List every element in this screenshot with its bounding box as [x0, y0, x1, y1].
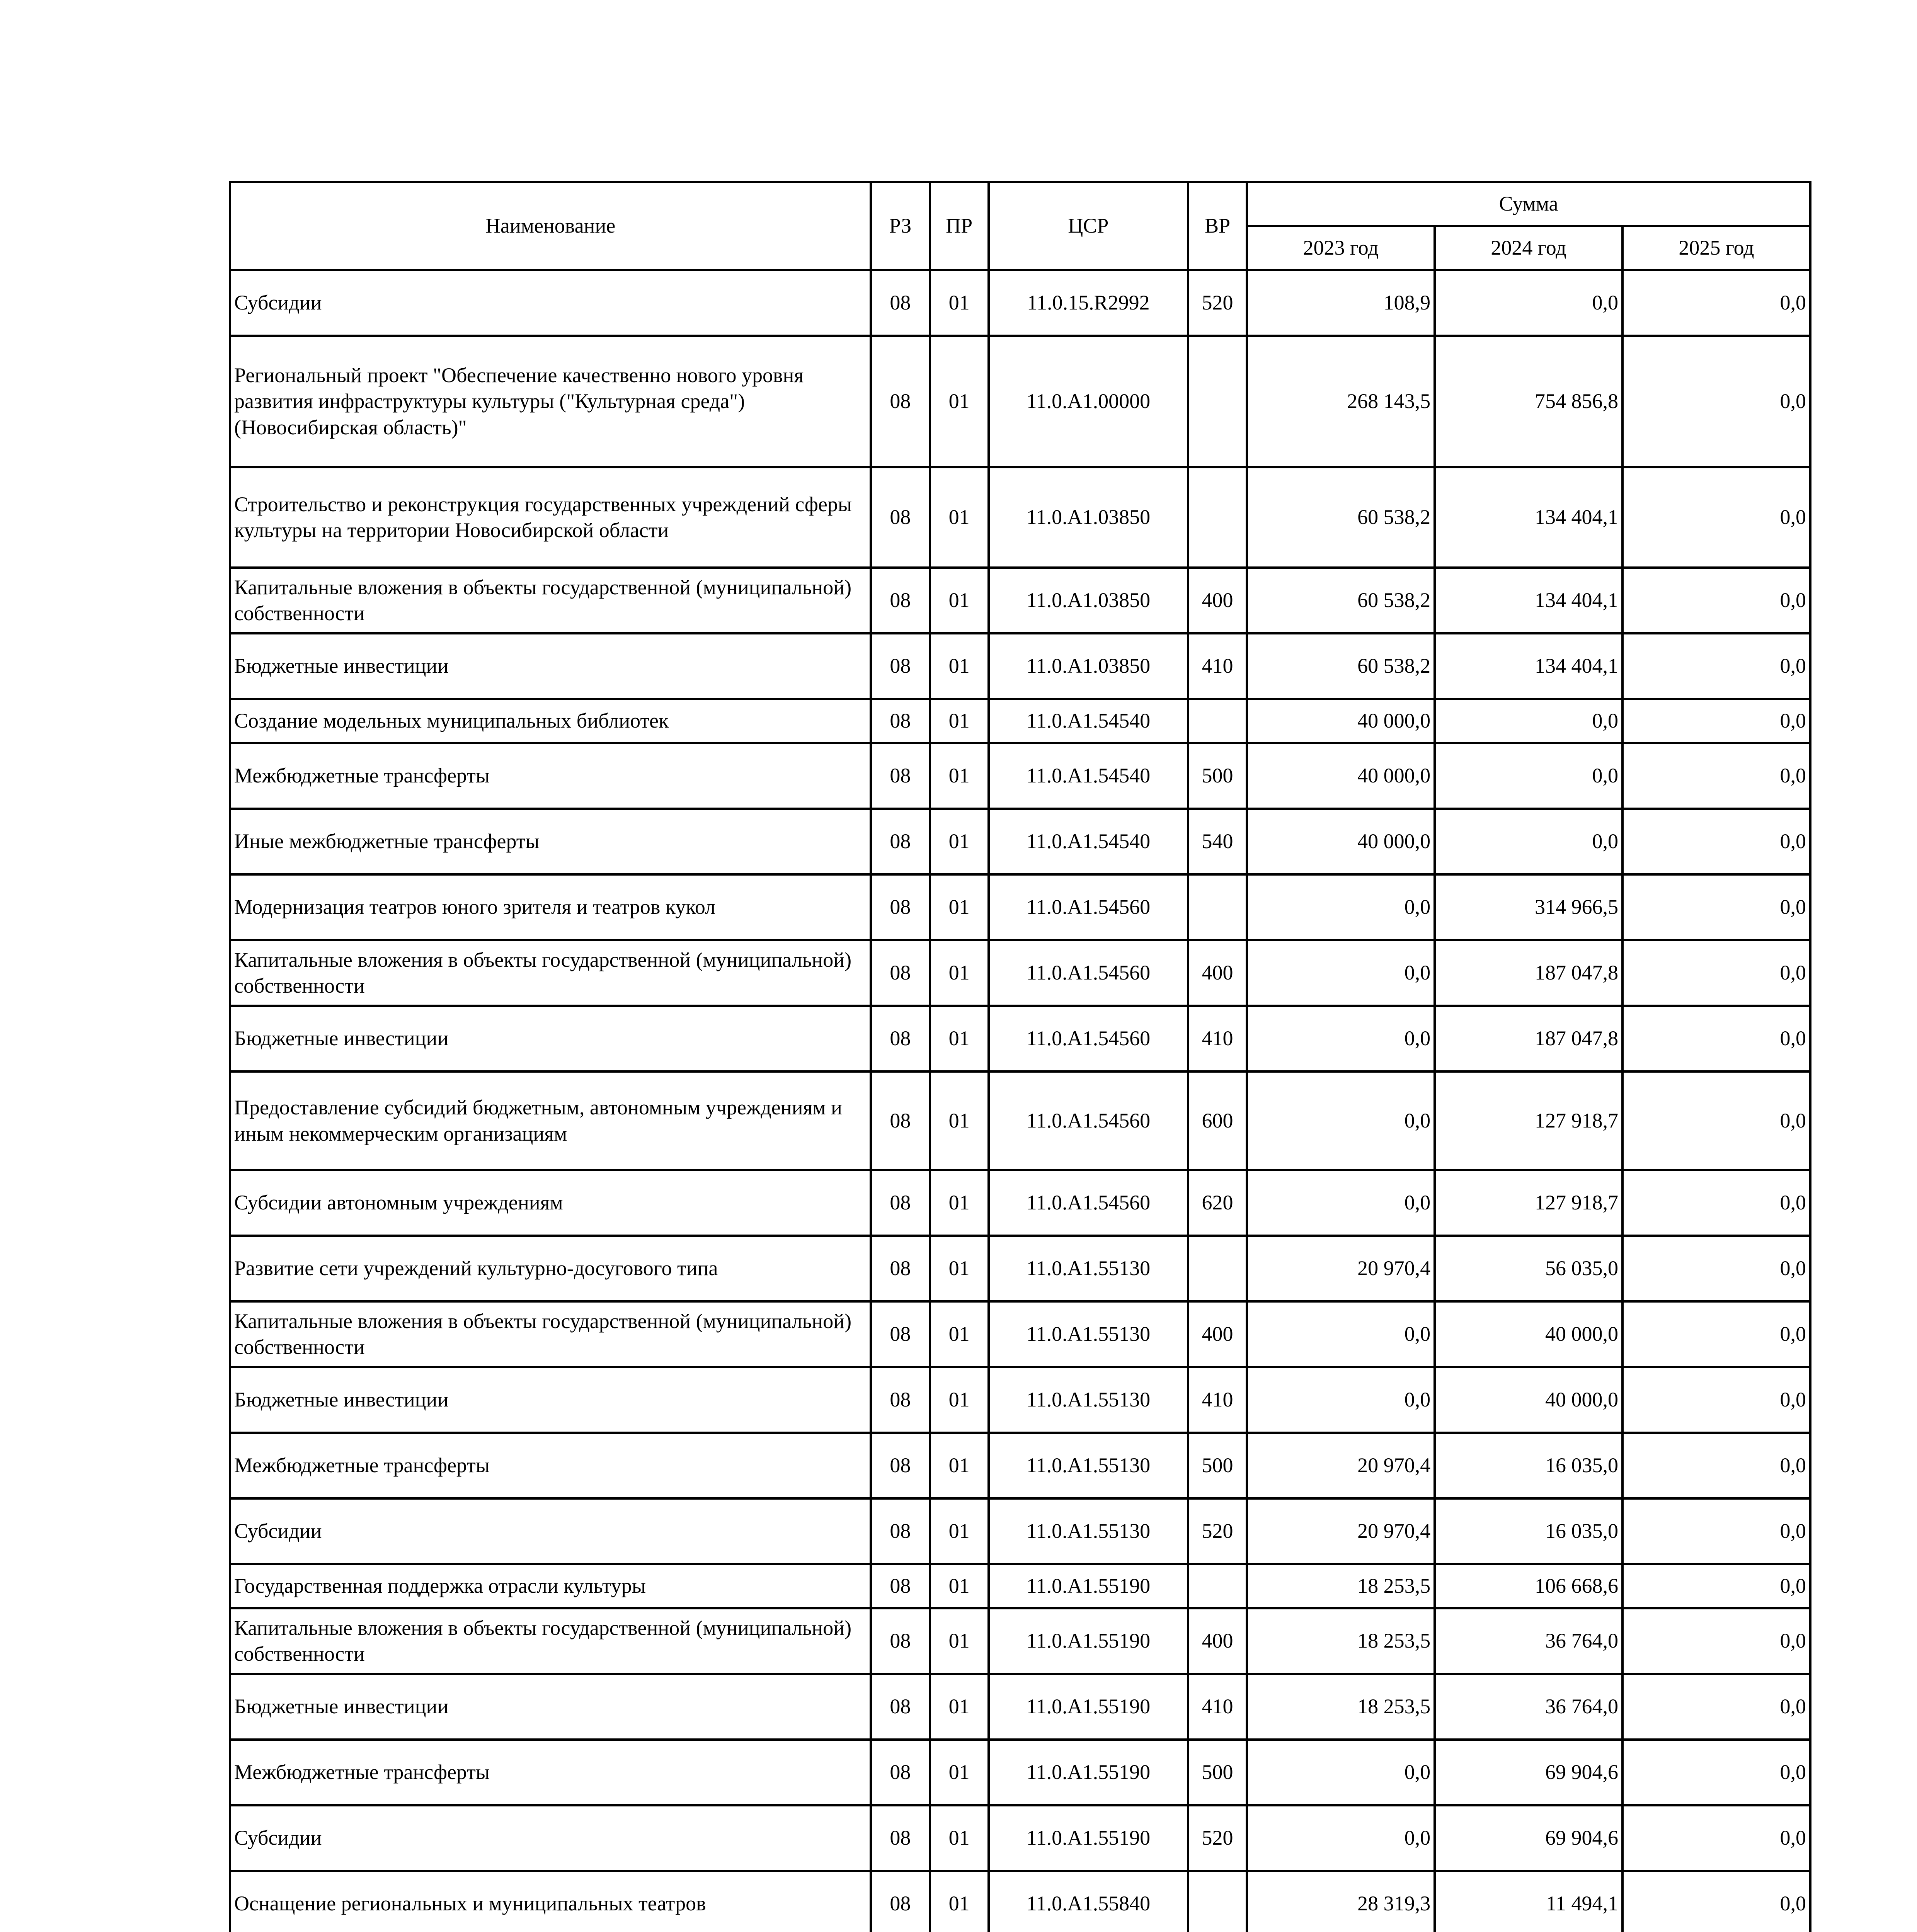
- cell-rz: 08: [871, 874, 930, 940]
- cell-csr: 11.0.А1.54540: [989, 699, 1188, 743]
- table-row: [230, 568, 1810, 633]
- cell-csr: 11.0.А1.00000: [989, 336, 1188, 467]
- cell-csr: 11.0.А1.54560: [989, 1006, 1188, 1071]
- cell-2025: 0,0: [1622, 633, 1810, 699]
- cell-name: Капитальные вложения в объекты государственной (муниципальной) собственности: [230, 1301, 871, 1367]
- cell-2024: 11 494,1: [1435, 1871, 1622, 1932]
- table-row: [230, 743, 1810, 809]
- cell-2023: 28 319,3: [1247, 1871, 1435, 1932]
- cell-name: Субсидии: [230, 270, 871, 336]
- cell-2024: 134 404,1: [1435, 568, 1622, 633]
- cell-2024: 134 404,1: [1435, 633, 1622, 699]
- cell-2024: 187 047,8: [1435, 940, 1622, 1006]
- header-sum: Сумма: [1247, 182, 1810, 226]
- cell-2023: 40 000,0: [1247, 699, 1435, 743]
- cell-csr: 11.0.А1.54560: [989, 940, 1188, 1006]
- cell-vr: [1188, 467, 1247, 568]
- cell-pr: 01: [930, 1498, 989, 1564]
- cell-pr: 01: [930, 699, 989, 743]
- cell-csr: 11.0.15.R2992: [989, 270, 1188, 336]
- cell-vr: 400: [1188, 1301, 1247, 1367]
- cell-pr: 01: [930, 568, 989, 633]
- cell-csr: 11.0.А1.55840: [989, 1871, 1188, 1932]
- cell-csr: 11.0.А1.54540: [989, 743, 1188, 809]
- cell-2025: 0,0: [1622, 1564, 1810, 1608]
- cell-pr: 01: [930, 1301, 989, 1367]
- cell-2023: 18 253,5: [1247, 1674, 1435, 1740]
- cell-name: Создание модельных муниципальных библиотек: [230, 699, 871, 743]
- cell-vr: 410: [1188, 633, 1247, 699]
- cell-vr: [1188, 699, 1247, 743]
- cell-2023: 18 253,5: [1247, 1564, 1435, 1608]
- cell-2025: 0,0: [1622, 1805, 1810, 1871]
- cell-2025: 0,0: [1622, 874, 1810, 940]
- cell-rz: 08: [871, 270, 930, 336]
- cell-2024: 40 000,0: [1435, 1301, 1622, 1367]
- cell-csr: 11.0.А1.55190: [989, 1674, 1188, 1740]
- cell-2024: 16 035,0: [1435, 1498, 1622, 1564]
- table-row: [230, 1608, 1810, 1674]
- table-row: [230, 940, 1810, 1006]
- cell-2023: 268 143,5: [1247, 336, 1435, 467]
- cell-2023: 108,9: [1247, 270, 1435, 336]
- cell-rz: 08: [871, 940, 930, 1006]
- cell-csr: 11.0.А1.54540: [989, 809, 1188, 874]
- table-row: [230, 1433, 1810, 1498]
- cell-name: Иные межбюджетные трансферты: [230, 809, 871, 874]
- cell-2025: 0,0: [1622, 1236, 1810, 1301]
- cell-pr: 01: [930, 874, 989, 940]
- table-row: [230, 633, 1810, 699]
- cell-2025: 0,0: [1622, 336, 1810, 467]
- cell-2025: 0,0: [1622, 809, 1810, 874]
- cell-2023: 40 000,0: [1247, 809, 1435, 874]
- cell-2025: 0,0: [1622, 699, 1810, 743]
- cell-rz: 08: [871, 1236, 930, 1301]
- cell-name: Межбюджетные трансферты: [230, 1433, 871, 1498]
- cell-name: Бюджетные инвестиции: [230, 1674, 871, 1740]
- cell-vr: 500: [1188, 743, 1247, 809]
- cell-2024: 0,0: [1435, 270, 1622, 336]
- cell-2025: 0,0: [1622, 1006, 1810, 1071]
- cell-rz: 08: [871, 1433, 930, 1498]
- cell-vr: 620: [1188, 1170, 1247, 1236]
- table-row: [230, 699, 1810, 743]
- cell-2023: 0,0: [1247, 1071, 1435, 1170]
- cell-name: Модернизация театров юного зрителя и театров кукол: [230, 874, 871, 940]
- cell-pr: 01: [930, 1071, 989, 1170]
- cell-csr: 11.0.А1.03850: [989, 568, 1188, 633]
- cell-2024: 69 904,6: [1435, 1805, 1622, 1871]
- cell-pr: 01: [930, 1674, 989, 1740]
- cell-vr: 540: [1188, 809, 1247, 874]
- cell-2023: 0,0: [1247, 940, 1435, 1006]
- cell-2023: 0,0: [1247, 1367, 1435, 1433]
- cell-2024: 40 000,0: [1435, 1367, 1622, 1433]
- table-row: [230, 1871, 1810, 1932]
- header-year-2023: 2023 год: [1247, 226, 1435, 270]
- cell-rz: 08: [871, 1805, 930, 1871]
- cell-2023: 20 970,4: [1247, 1236, 1435, 1301]
- table-row: [230, 270, 1810, 336]
- cell-rz: 08: [871, 1608, 930, 1674]
- header-pr: ПР: [930, 182, 989, 270]
- cell-vr: 520: [1188, 270, 1247, 336]
- cell-rz: 08: [871, 1871, 930, 1932]
- table-row: [230, 1805, 1810, 1871]
- cell-rz: 08: [871, 1006, 930, 1071]
- cell-2024: 0,0: [1435, 809, 1622, 874]
- cell-2025: 0,0: [1622, 467, 1810, 568]
- cell-rz: 08: [871, 699, 930, 743]
- cell-2024: 127 918,7: [1435, 1170, 1622, 1236]
- header-vr: ВР: [1188, 182, 1247, 270]
- cell-2025: 0,0: [1622, 743, 1810, 809]
- cell-pr: 01: [930, 940, 989, 1006]
- cell-rz: 08: [871, 336, 930, 467]
- cell-vr: 410: [1188, 1367, 1247, 1433]
- cell-2024: 314 966,5: [1435, 874, 1622, 940]
- table-row: [230, 336, 1810, 467]
- table-row: [230, 467, 1810, 568]
- cell-pr: 01: [930, 1006, 989, 1071]
- cell-csr: 11.0.А1.03850: [989, 633, 1188, 699]
- table-body: [230, 270, 1810, 1932]
- cell-vr: [1188, 874, 1247, 940]
- cell-pr: 01: [930, 809, 989, 874]
- cell-2023: 18 253,5: [1247, 1608, 1435, 1674]
- cell-name: Развитие сети учреждений культурно-досугового типа: [230, 1236, 871, 1301]
- cell-2025: 0,0: [1622, 270, 1810, 336]
- cell-vr: 520: [1188, 1805, 1247, 1871]
- cell-vr: [1188, 1564, 1247, 1608]
- cell-name: Предоставление субсидий бюджетным, автономным учреждениям и иным некоммерческим организациям: [230, 1071, 871, 1170]
- cell-2024: 0,0: [1435, 743, 1622, 809]
- cell-2024: 69 904,6: [1435, 1740, 1622, 1805]
- cell-2025: 0,0: [1622, 1674, 1810, 1740]
- cell-pr: 01: [930, 467, 989, 568]
- cell-csr: 11.0.А1.55130: [989, 1367, 1188, 1433]
- cell-pr: 01: [930, 633, 989, 699]
- cell-2024: 16 035,0: [1435, 1433, 1622, 1498]
- cell-csr: 11.0.А1.55190: [989, 1740, 1188, 1805]
- budget-table: [229, 181, 1811, 1932]
- cell-csr: 11.0.А1.55130: [989, 1236, 1188, 1301]
- cell-name: Капитальные вложения в объекты государственной (муниципальной) собственности: [230, 568, 871, 633]
- cell-2023: 0,0: [1247, 1170, 1435, 1236]
- cell-rz: 08: [871, 568, 930, 633]
- cell-2023: 0,0: [1247, 1006, 1435, 1071]
- cell-2023: 60 538,2: [1247, 633, 1435, 699]
- table-header: [230, 182, 1810, 270]
- cell-2023: 60 538,2: [1247, 467, 1435, 568]
- cell-2025: 0,0: [1622, 1170, 1810, 1236]
- header-rz: РЗ: [871, 182, 930, 270]
- cell-vr: 400: [1188, 1608, 1247, 1674]
- cell-name: Бюджетные инвестиции: [230, 1006, 871, 1071]
- table-row: [230, 1301, 1810, 1367]
- cell-2024: 56 035,0: [1435, 1236, 1622, 1301]
- cell-2024: 754 856,8: [1435, 336, 1622, 467]
- cell-csr: 11.0.А1.54560: [989, 1071, 1188, 1170]
- cell-vr: [1188, 1236, 1247, 1301]
- cell-name: Бюджетные инвестиции: [230, 633, 871, 699]
- cell-pr: 01: [930, 743, 989, 809]
- cell-2025: 0,0: [1622, 1367, 1810, 1433]
- cell-rz: 08: [871, 1367, 930, 1433]
- table-row: [230, 1564, 1810, 1608]
- cell-2024: 36 764,0: [1435, 1674, 1622, 1740]
- cell-2025: 0,0: [1622, 1433, 1810, 1498]
- cell-name: Государственная поддержка отрасли культуры: [230, 1564, 871, 1608]
- cell-2024: 0,0: [1435, 699, 1622, 743]
- cell-rz: 08: [871, 743, 930, 809]
- cell-2025: 0,0: [1622, 1608, 1810, 1674]
- cell-vr: [1188, 336, 1247, 467]
- cell-name: Региональный проект "Обеспечение качественно нового уровня развития инфраструктуры культуры ("Культурная среда") (Новосибирская область)": [230, 336, 871, 467]
- cell-rz: 08: [871, 467, 930, 568]
- cell-name: Субсидии: [230, 1805, 871, 1871]
- cell-2025: 0,0: [1622, 568, 1810, 633]
- cell-rz: 08: [871, 1564, 930, 1608]
- cell-csr: 11.0.А1.55130: [989, 1301, 1188, 1367]
- cell-vr: [1188, 1871, 1247, 1932]
- table-row: [230, 1006, 1810, 1071]
- table-row: [230, 1071, 1810, 1170]
- cell-2025: 0,0: [1622, 1871, 1810, 1932]
- cell-pr: 01: [930, 1564, 989, 1608]
- table-row: [230, 1367, 1810, 1433]
- table-row: [230, 809, 1810, 874]
- cell-rz: 08: [871, 633, 930, 699]
- cell-vr: 500: [1188, 1433, 1247, 1498]
- cell-2023: 20 970,4: [1247, 1433, 1435, 1498]
- cell-csr: 11.0.А1.54560: [989, 1170, 1188, 1236]
- cell-vr: 520: [1188, 1498, 1247, 1564]
- header-year-2025: 2025 год: [1622, 226, 1810, 270]
- cell-pr: 01: [930, 1236, 989, 1301]
- table-row: [230, 874, 1810, 940]
- cell-2023: 20 970,4: [1247, 1498, 1435, 1564]
- cell-pr: 01: [930, 1740, 989, 1805]
- cell-2023: 0,0: [1247, 874, 1435, 940]
- cell-csr: 11.0.А1.55130: [989, 1498, 1188, 1564]
- table-row: [230, 1740, 1810, 1805]
- cell-name: Субсидии автономным учреждениям: [230, 1170, 871, 1236]
- cell-pr: 01: [930, 1805, 989, 1871]
- cell-pr: 01: [930, 270, 989, 336]
- cell-vr: 500: [1188, 1740, 1247, 1805]
- cell-name: Капитальные вложения в объекты государственной (муниципальной) собственности: [230, 1608, 871, 1674]
- cell-2023: 40 000,0: [1247, 743, 1435, 809]
- cell-rz: 08: [871, 1674, 930, 1740]
- table-row: [230, 1170, 1810, 1236]
- cell-pr: 01: [930, 1170, 989, 1236]
- cell-csr: 11.0.А1.55190: [989, 1564, 1188, 1608]
- cell-vr: 400: [1188, 568, 1247, 633]
- cell-name: Строительство и реконструкция государственных учреждений сферы культуры на территории Новосибирской области: [230, 467, 871, 568]
- cell-2025: 0,0: [1622, 1301, 1810, 1367]
- cell-rz: 08: [871, 1740, 930, 1805]
- header-year-2024: 2024 год: [1435, 226, 1622, 270]
- cell-2023: 0,0: [1247, 1740, 1435, 1805]
- cell-2025: 0,0: [1622, 1071, 1810, 1170]
- cell-csr: 11.0.А1.55130: [989, 1433, 1188, 1498]
- cell-pr: 01: [930, 1433, 989, 1498]
- cell-name: Оснащение региональных и муниципальных театров: [230, 1871, 871, 1932]
- cell-2023: 0,0: [1247, 1805, 1435, 1871]
- cell-vr: 410: [1188, 1674, 1247, 1740]
- cell-2024: 187 047,8: [1435, 1006, 1622, 1071]
- header-csr: ЦСР: [989, 182, 1188, 270]
- cell-2023: 60 538,2: [1247, 568, 1435, 633]
- cell-rz: 08: [871, 1071, 930, 1170]
- cell-rz: 08: [871, 1301, 930, 1367]
- cell-vr: 600: [1188, 1071, 1247, 1170]
- cell-name: Межбюджетные трансферты: [230, 1740, 871, 1805]
- table-row: [230, 1236, 1810, 1301]
- cell-pr: 01: [930, 336, 989, 467]
- cell-pr: 01: [930, 1608, 989, 1674]
- cell-csr: 11.0.А1.55190: [989, 1608, 1188, 1674]
- cell-csr: 11.0.А1.55190: [989, 1805, 1188, 1871]
- cell-name: Межбюджетные трансферты: [230, 743, 871, 809]
- cell-name: Капитальные вложения в объекты государственной (муниципальной) собственности: [230, 940, 871, 1006]
- cell-pr: 01: [930, 1367, 989, 1433]
- cell-name: Бюджетные инвестиции: [230, 1367, 871, 1433]
- cell-2025: 0,0: [1622, 1740, 1810, 1805]
- cell-vr: 410: [1188, 1006, 1247, 1071]
- cell-rz: 08: [871, 809, 930, 874]
- table-row: [230, 1674, 1810, 1740]
- cell-2024: 36 764,0: [1435, 1608, 1622, 1674]
- cell-2025: 0,0: [1622, 940, 1810, 1006]
- cell-pr: 01: [930, 1871, 989, 1932]
- cell-vr: 400: [1188, 940, 1247, 1006]
- cell-2024: 127 918,7: [1435, 1071, 1622, 1170]
- cell-2023: 0,0: [1247, 1301, 1435, 1367]
- cell-csr: 11.0.А1.54560: [989, 874, 1188, 940]
- cell-2024: 134 404,1: [1435, 467, 1622, 568]
- cell-name: Субсидии: [230, 1498, 871, 1564]
- table-row: [230, 1498, 1810, 1564]
- header-name: Наименование: [230, 182, 871, 270]
- cell-rz: 08: [871, 1170, 930, 1236]
- cell-2025: 0,0: [1622, 1498, 1810, 1564]
- cell-csr: 11.0.А1.03850: [989, 467, 1188, 568]
- cell-rz: 08: [871, 1498, 930, 1564]
- cell-2024: 106 668,6: [1435, 1564, 1622, 1608]
